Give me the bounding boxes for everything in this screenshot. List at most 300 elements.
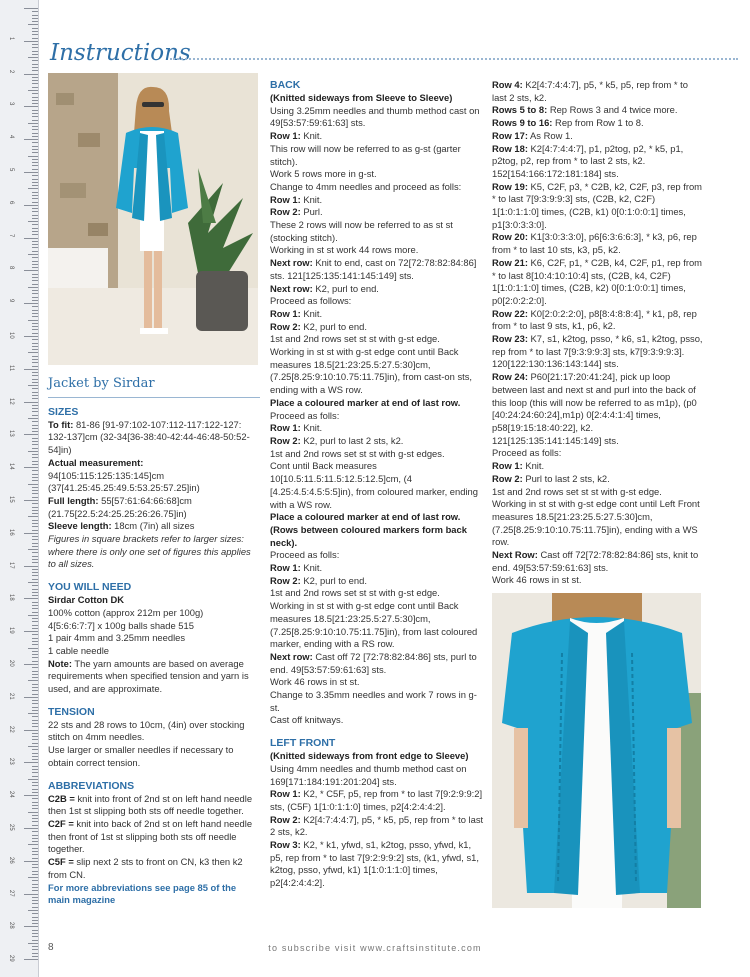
ruler-tick	[32, 917, 38, 918]
text-line: 1st and 2nd rows set st st with g-st edges.	[270, 447, 445, 459]
instruction-label: Row 18:	[492, 142, 528, 154]
ruler-tick	[32, 343, 38, 344]
ruler-tick	[32, 575, 38, 576]
ruler-tick	[32, 438, 38, 439]
instruction-text: K2, purl to end.	[300, 574, 367, 586]
text-line: Cont until Back measures 10[10.5:11.5:11.5:12.5:12.5]cm, (4 [4.25:4.5:4.5:5:5]in), from coloured marker, ending with a WS row.	[270, 460, 478, 510]
ruler-tick	[32, 776, 38, 777]
ruler-label: 1	[8, 36, 14, 41]
text-line: Work 46 rows in st st.	[492, 574, 582, 586]
ruler-tick	[32, 825, 38, 826]
ruler-tick	[32, 913, 38, 914]
ruler-tick	[32, 415, 38, 416]
instruction-line	[270, 194, 484, 207]
ruler-tick	[32, 592, 38, 593]
ruler-tick	[32, 605, 38, 606]
instruction-line	[492, 181, 704, 232]
ruler-tick	[32, 116, 38, 117]
instruction-text: K2[4:7:4:4:7], p1, p2tog, p2, * k5, p1, p2tog, p2, rep from * to last 2 sts, k2. 152[154:166:172:181:184] sts.	[492, 142, 684, 179]
ruler-tick	[28, 877, 38, 878]
ruler-label: 23	[8, 758, 14, 766]
bold-line	[270, 750, 484, 763]
ruler-tick	[32, 346, 38, 347]
ruler-tick	[28, 451, 38, 452]
ruler-tick	[32, 87, 38, 88]
ruler-tick	[32, 707, 38, 708]
instruction-label: Next row:	[270, 650, 313, 662]
ruler-tick	[28, 90, 38, 91]
instruction-text: Knit.	[300, 307, 323, 319]
instruction-line	[492, 308, 704, 333]
ruler-tick	[32, 274, 38, 275]
section-heading: LEFT FRONT	[270, 737, 336, 750]
instruction-text: K7, s1, k2tog, psso, * k6, s1, k2tog, psso, rep from * to last 7[9:3:9:9:3] sts, k7[9:3:9:9:3]. 120[122:130:136:143:144] sts.	[492, 333, 703, 370]
ruler-tick	[32, 64, 38, 65]
instruction-text: K5, C2F, p3, * C2B, k2, C2F, p3, rep from * to last 7[9:3:9:9:3] sts, (C2B, k2, C2F) 1[1:0:1:1:0] times, (C2B, k1) 0[0:1:0:0:1] times, p1[3:0:3:3:0].	[492, 180, 702, 230]
ruler-label: 16	[8, 528, 14, 536]
instruction-label: Next Row:	[492, 549, 538, 561]
page-number: 8	[48, 942, 54, 953]
ruler-tick	[32, 700, 38, 701]
instruction-label: Row 2:	[270, 206, 301, 218]
ruler-label: 20	[8, 660, 14, 667]
ruler-tick	[32, 38, 38, 39]
ruler-tick	[32, 562, 38, 563]
ruler-tick	[32, 716, 38, 717]
ruler-tick	[32, 694, 38, 695]
ruler-tick	[32, 749, 38, 750]
ruler-tick	[24, 762, 38, 763]
ruler-label: 3	[8, 102, 14, 106]
ruler-label: 4	[8, 135, 14, 139]
instruction-line	[270, 206, 484, 219]
ruler-tick	[32, 818, 38, 819]
ruler-tick	[32, 126, 38, 127]
bold-text: (Knitted sideways from front edge to Sleeve)	[270, 750, 469, 762]
ruler-label: 27	[8, 889, 14, 897]
instruction-label: Row 2:	[270, 434, 301, 446]
ruler-tick	[32, 146, 38, 147]
instruction-label: Rows 5 to 8:	[492, 104, 548, 116]
text-line: These 2 rows will now be referred to as st st (stocking stitch).	[270, 219, 453, 243]
ruler-label: 24	[8, 791, 14, 798]
ruler-tick	[32, 608, 38, 609]
ruler-tick	[24, 106, 38, 107]
ruler-tick	[28, 418, 38, 419]
ruler-tick	[32, 175, 38, 176]
ruler-tick	[32, 113, 38, 114]
ruler-tick	[32, 247, 38, 248]
instruction-label: Row 2:	[492, 472, 523, 484]
ruler-tick	[32, 15, 38, 16]
ruler-tick	[24, 434, 38, 435]
ruler-label: 26	[8, 856, 14, 864]
instruction-text: knit into front of 2nd st on left hand needle then 1st st slipping both sts off needle together.	[48, 792, 253, 817]
instruction-text: K2[4:7:4:4:7], p5, * k5, p5, rep from * to last 2 sts, k2.	[492, 79, 688, 103]
ruler-tick	[32, 356, 38, 357]
instruction-label: Row 19:	[492, 180, 528, 192]
ruler-tick	[32, 520, 38, 521]
ruler-label: 21	[8, 692, 14, 700]
ruler-tick	[32, 11, 38, 12]
ruler-tick	[32, 372, 38, 373]
text-line: 4[5:6:6:7:7] x 100g balls shade 515	[48, 619, 194, 631]
text-line: Working in st st with g-st edge cont until Left Front measures 18.5[21:23:25.5:27.5:30]cm, (7.25[8.25:9:10:10.75:11.75]in), ending with a WS row.	[492, 498, 700, 548]
text-line: Change to 4mm needles and proceed as folls:	[270, 180, 462, 192]
ruler-label: 17	[8, 561, 14, 569]
bold-text: Sirdar Cotton DK	[48, 594, 125, 606]
ruler-tick	[32, 448, 38, 449]
instruction-line	[270, 130, 484, 143]
ruler-tick	[32, 149, 38, 150]
instruction-line	[270, 562, 484, 575]
ruler-tick	[32, 880, 38, 881]
ruler-tick	[32, 956, 38, 957]
text-line: 1 pair 4mm and 3.25mm needles	[48, 632, 186, 644]
ruler-tick	[32, 261, 38, 262]
ruler-tick	[28, 484, 38, 485]
column-front-instructions	[492, 79, 704, 587]
ruler-tick	[32, 67, 38, 68]
ruler-tick	[32, 769, 38, 770]
text-line: Work 46 rows in st st.	[270, 676, 360, 688]
ruler-tick	[32, 677, 38, 678]
ruler-tick	[32, 54, 38, 55]
ruler-tick	[32, 211, 38, 212]
ruler-tick	[32, 398, 38, 399]
instruction-text: Knit.	[300, 562, 323, 574]
ruler-tick	[28, 812, 38, 813]
ruler-tick	[32, 792, 38, 793]
ruler-label: 7	[8, 233, 14, 237]
ruler-tick	[28, 385, 38, 386]
ruler-tick	[32, 841, 38, 842]
ruler-tick	[32, 720, 38, 721]
ruler-tick	[32, 142, 38, 143]
instruction-label: Note:	[48, 657, 72, 669]
ruler-tick	[32, 231, 38, 232]
ruler-tick	[28, 254, 38, 255]
ruler-tick	[32, 651, 38, 652]
ruler-tick	[32, 497, 38, 498]
ruler-tick	[28, 221, 38, 222]
ruler-tick	[32, 323, 38, 324]
ruler-tick	[32, 493, 38, 494]
text-line: Working in st st with g-st edge cont until Back measures 18.5[21:23:25.5:27.5:30]cm, (7.25[8.25:9:10:10.75:11.75]in), from cast-on sts, ending with a WS row.	[270, 346, 473, 396]
ruler-tick	[32, 202, 38, 203]
ruler-tick	[32, 490, 38, 491]
ruler-tick	[32, 798, 38, 799]
ruler-tick	[32, 530, 38, 531]
ruler-tick	[32, 536, 38, 537]
ruler-tick	[32, 379, 38, 380]
ruler-tick	[32, 195, 38, 196]
instruction-text: Knit to end, cast on 72[72:78:82:84:86] sts. 121[125:135:141:145:149] sts.	[270, 257, 477, 281]
ruler-tick	[32, 589, 38, 590]
ruler-tick	[32, 428, 38, 429]
ruler-label: 14	[8, 463, 14, 470]
instruction-line	[48, 856, 260, 881]
ruler-tick	[32, 661, 38, 662]
ruler-tick	[32, 97, 38, 98]
instruction-line	[48, 419, 260, 457]
ruler-tick	[32, 526, 38, 527]
instruction-label: Row 3:	[270, 839, 301, 851]
ruler-tick	[32, 441, 38, 442]
instruction-text: P60[21:17:20:41:24], pick up loop between last and next st and purl into the back of this loop (this will now be referred to as m1p), (p0 [40:24:24:60:24],m1p) 0[2:4:4:1:4] times, p58[19:15:18:40:22], k2. 121[125:135:141:145:149] sts.	[492, 371, 697, 446]
bold-line	[270, 511, 484, 549]
instruction-text: K2, * k1, yfwd, s1, k2tog, psso, yfwd, k1, p5, rep from * to last 7[9:2:9:9:2] sts, (k1, yfwd, s1, k2tog, psso, yfwd, k1) 1[1:0:1:1:0] times, p2[4:2:4:4:2].	[270, 839, 479, 889]
ruler-tick	[32, 408, 38, 409]
ruler-label: 19	[8, 627, 14, 634]
instruction-label: Row 2:	[270, 320, 301, 332]
ruler-tick	[32, 612, 38, 613]
instruction-text: 18cm (7in) all sizes	[111, 520, 195, 532]
text-line: Using 4mm needles and thumb method cast on 169[171:184:191:201:204] sts.	[270, 762, 467, 787]
ruler-tick	[32, 851, 38, 852]
ruler-tick	[32, 871, 38, 872]
ruler-tick	[32, 625, 38, 626]
instruction-text: K1[3:0:3:3:0], p6[6:3:6:6:3], * k3, p6, rep from * to last 10 sts, k3, p5, k2.	[492, 231, 697, 256]
ruler-tick	[32, 572, 38, 573]
bold-line	[48, 594, 260, 607]
bold-text: (Knitted sideways from Sleeve to Sleeve)	[270, 92, 453, 103]
instruction-label: Sleeve length:	[48, 520, 112, 532]
ruler-tick	[32, 785, 38, 786]
instruction-label: Actual measurement:	[48, 456, 144, 468]
ruler-tick	[28, 188, 38, 189]
instruction-line	[270, 308, 484, 321]
ruler-tick	[24, 467, 38, 468]
ruler-tick	[32, 936, 38, 937]
ruler-tick	[32, 523, 38, 524]
ruler-tick	[32, 51, 38, 52]
instruction-text: K2, * C5F, p5, rep from * to last 7[9:2:9:9:2] sts, (C5F) 1[1:0:1:1:0] times, p2[4:2:4:4:2].	[270, 788, 483, 812]
size-note: Figures in square brackets refer to larger sizes: where there is only one set of figures this applies to all sizes.	[48, 533, 251, 570]
ruler-tick	[24, 631, 38, 632]
ruler-tick	[32, 224, 38, 225]
ruler-tick	[24, 861, 38, 862]
ruler-tick	[24, 828, 38, 829]
ruler-tick	[32, 280, 38, 281]
instruction-line	[48, 495, 260, 520]
instruction-text: 81-86 [91-97:102-107:112-117:122-127: 132-137]cm (32-34[36-38:40-42:44-46:48-50:52-54]in)	[48, 418, 250, 456]
text-line: 100% cotton (approx 212m per 100g)	[48, 606, 204, 618]
ruler-tick	[32, 543, 38, 544]
ruler-tick	[32, 120, 38, 121]
ruler-tick	[28, 549, 38, 550]
ruler-tick	[32, 887, 38, 888]
ruler-tick	[32, 431, 38, 432]
ruler-tick	[32, 208, 38, 209]
ruler-tick	[32, 835, 38, 836]
ruler-tick	[32, 395, 38, 396]
ruler-tick	[32, 241, 38, 242]
instruction-label: To fit:	[48, 418, 74, 430]
instruction-line	[492, 371, 704, 447]
instruction-text: As Row 1.	[527, 129, 573, 141]
ruler-tick	[32, 464, 38, 465]
ruler-tick	[32, 756, 38, 757]
ruler-tick	[32, 507, 38, 508]
ruler-tick	[32, 838, 38, 839]
instruction-line	[270, 321, 484, 334]
instruction-line	[270, 283, 484, 296]
spacer	[48, 696, 260, 706]
ruler-tick	[32, 569, 38, 570]
ruler-tick	[32, 454, 38, 455]
instruction-label: Full length:	[48, 494, 99, 506]
ruler-tick	[32, 362, 38, 363]
ruler-tick	[32, 34, 38, 35]
ruler-tick	[32, 444, 38, 445]
bold-line	[270, 92, 484, 105]
instruction-label: C5F =	[48, 856, 74, 868]
instruction-label: Row 23:	[492, 333, 528, 345]
section-heading: ABBREVIATIONS	[48, 779, 135, 792]
abbreviations-reference: For more abbreviations see page 85 of the main magazine	[48, 881, 237, 906]
text-line: Proceed as follows:	[270, 295, 352, 307]
text-line: This row will now be referred to as g-st (garter stitch).	[270, 142, 461, 167]
text-line: Use larger or smaller needles if necessary to obtain correct tension.	[48, 744, 234, 768]
ruler-tick	[28, 779, 38, 780]
ruler-tick	[32, 93, 38, 94]
ruler-tick	[32, 310, 38, 311]
ruler-label: 12	[8, 397, 14, 405]
ruler-tick	[28, 844, 38, 845]
ruler-tick	[32, 618, 38, 619]
ruler-label: 25	[8, 824, 14, 831]
ruler-tick	[32, 687, 38, 688]
ruler-tick	[32, 316, 38, 317]
ruler-tick	[32, 18, 38, 19]
ruler-tick	[32, 300, 38, 301]
ruler-tick	[32, 920, 38, 921]
ruler-tick	[28, 516, 38, 517]
ruler-tick	[32, 654, 38, 655]
section-heading: SIZES	[48, 405, 79, 418]
instruction-label: Row 1:	[270, 422, 301, 434]
ruler-tick	[32, 366, 38, 367]
ruler-tick	[32, 198, 38, 199]
ruler-tick	[32, 815, 38, 816]
text-line: Working in st st work 44 rows more.	[270, 244, 419, 256]
photo-model-full	[48, 73, 258, 365]
ruler-tick	[28, 320, 38, 321]
ruler-tick	[32, 375, 38, 376]
ruler-tick	[28, 615, 38, 616]
ruler-tick	[32, 110, 38, 111]
ruler-tick	[32, 579, 38, 580]
instruction-line	[48, 457, 260, 495]
ruler-tick	[32, 44, 38, 45]
bold-text: Place a coloured marker at end of last row. (Rows between coloured markers form back neck).	[270, 511, 467, 548]
ruler-tick	[32, 802, 38, 803]
ruler-tick	[32, 897, 38, 898]
instruction-label: C2F =	[48, 817, 74, 829]
ruler-label: 8	[8, 266, 14, 270]
ruler-tick	[32, 585, 38, 586]
instruction-label: Row 1:	[492, 460, 523, 472]
ruler-tick	[28, 713, 38, 714]
text-line: 1st and 2nd rows set st st with g-st edge.	[492, 485, 662, 497]
ruler-tick	[32, 743, 38, 744]
instruction-text: K6, C2F, p1, * C2B, k4, C2F, p1, rep from * to last 8[10:4:10:10:4] sts, (C2B, k4, C2F) 1[1:0:1:1:0] times, (C2B, k2) 0[0:1:0:0:1] times, p0[2:0:2:2:0].	[492, 256, 702, 306]
ruler-tick	[32, 100, 38, 101]
ruler-tick	[32, 329, 38, 330]
ruler-tick	[32, 461, 38, 462]
instruction-line	[492, 460, 704, 473]
ruler-tick	[32, 234, 38, 235]
ruler-tick	[24, 303, 38, 304]
ruler-tick	[32, 28, 38, 29]
ruler-tick	[32, 690, 38, 691]
ruler-tick	[28, 24, 38, 25]
ruler-tick	[32, 733, 38, 734]
text-line: Proceed as folls:	[492, 447, 562, 459]
instruction-label: Row 2:	[270, 813, 301, 825]
ruler-tick	[32, 284, 38, 285]
instruction-label: Row 1:	[270, 562, 301, 574]
ruler-tick	[24, 730, 38, 731]
ruler-tick	[24, 139, 38, 140]
spacer	[270, 727, 484, 737]
ruler-tick	[32, 129, 38, 130]
ruler-tick	[32, 759, 38, 760]
text-line: Proceed as folls:	[270, 549, 340, 561]
instruction-label: Next row:	[270, 257, 313, 269]
ruler-tick	[28, 582, 38, 583]
ruler-tick	[24, 566, 38, 567]
instruction-line	[270, 257, 484, 282]
instruction-text: knit into back of 2nd st on left hand needle then front of 1st st slipping both sts off needle together.	[48, 817, 253, 855]
ruler-tick	[32, 766, 38, 767]
ruler-tick	[32, 710, 38, 711]
ruler-tick	[24, 598, 38, 599]
instruction-label: Row 1:	[270, 193, 301, 205]
ruler-tick	[32, 290, 38, 291]
text-line: 22 sts and 28 rows to 10cm, (4in) over stocking stitch on 4mm needles.	[48, 718, 245, 743]
instruction-label: Row 17:	[492, 129, 528, 141]
ruler-tick	[32, 133, 38, 134]
instruction-line	[492, 143, 704, 181]
ruler-tick	[32, 179, 38, 180]
text-line: 1st and 2nd rows set st st with g-st edge.	[270, 587, 440, 599]
ruler-tick	[32, 470, 38, 471]
column-back-instructions	[270, 79, 484, 890]
ruler-tick	[28, 287, 38, 288]
ruler-tick	[32, 621, 38, 622]
instruction-text: Rep Rows 3 and 4 twice more.	[547, 104, 678, 116]
section-heading: TENSION	[48, 705, 95, 718]
instruction-line	[270, 422, 484, 435]
ruler-tick	[32, 80, 38, 81]
ruler-tick	[32, 641, 38, 642]
instruction-line	[492, 79, 704, 104]
instruction-line	[48, 520, 260, 533]
instruction-text: Knit.	[300, 130, 323, 142]
instruction-text: Knit.	[300, 193, 323, 205]
ruler-tick	[32, 306, 38, 307]
ruler-tick	[32, 267, 38, 268]
instruction-line	[492, 333, 704, 371]
ruler-tick	[32, 513, 38, 514]
ruler-tick	[32, 628, 38, 629]
ruler-label: 28	[8, 922, 14, 930]
ruler-tick	[32, 831, 38, 832]
ruler-tick	[28, 746, 38, 747]
ruler-tick	[32, 487, 38, 488]
